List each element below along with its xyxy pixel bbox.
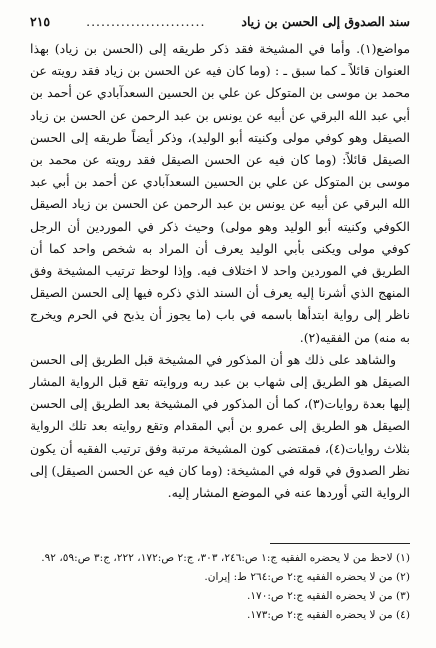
footnote: (١) لاحظ من لا يحضره الفقيه ج:١ ص:٢٤٦، ٣٠٣، ج:٢ ص:١٧٢، ٢٢٢، ج:٣ ص:٥٩، ٩٢. — [41, 552, 410, 564]
running-head-title: سند الصدوق إلى الحسن بن زياد — [241, 14, 410, 29]
footnote-separator — [270, 543, 410, 544]
running-head-dots: ........................ — [86, 14, 206, 29]
footnotes — [30, 549, 410, 625]
paragraph: والشاهد على ذلك هو أن المذكور في المشيخة قبل الطريق إلى الحسن الصيقل هو الطريق إلى شهاب بن عبد ربه وروايته تقع قبل الرواية المشار إليها بعدة روايات(٣)، كما أن المذكور في المشيخة بعد الطريق إلى الحسن الصيقل هو الطريق إلى عمرو بن أبي المقدام وتقع روايته بعد تلك الرواية بثلاث روايات(٤)، فمقتضى كون المشيخة مرتبة وفق ترتيب الفقيه أن يكون نظر الصدوق في قوله في المشيخة: (وما كان فيه عن الحسن الصيقل) إلى الرواية التي أوردها عنه في الموضع المشار إليه. — [30, 351, 411, 501]
running-head — [30, 14, 410, 36]
paragraph: مواضع(١). وأما في المشيخة فقد ذكر طريقه إلى (الحسن بن زياد) بهذا العنوان قائلاً ـ كما سبق ـ : (وما كان فيه عن الحسن بن زياد فقد رويته عن محمد بن موسى بن المتوكل عن علي بن الحسين السعدآبادي عن أحمد بن أبي عبد الله البرقي عن أبيه عن يونس بن عبد الرحمن عن الحسن بن زياد الصيقل وهو كوفي مولى وكنيته أبو الوليد)، وذكر أيضاً طريقه إلى الحسن الصيقل قائلاً: (وما كان فيه عن الحسن الصيقل فقد رويته عن محمد بن موسى بن المتوكل عن علي بن الحسين السعدآبادي عن أحمد بن أبي عبد الله البرقي عن أبيه عن يونس بن عبد الرحمن عن الحسن بن زياد الصيقل الكوفي وكنيته أبو الوليد وهو مولى) وحيث ذكر في الموردين أن الرجل كوفي مولى ويكنى بأبي الوليد يعرف أن المراد به شخص واحد كما أن الطريق في الموردين واحد لا اختلاف فيه. وإذا لوحظ ترتيب المشيخة وفق المنهج الذي أشرنا إليه يعرف أن السند الذي ذكره فيها إلى الحسن الصيقل ناظر إلى رواية ابتدأها باسمه في باب (ما يجوز أن يذبح في الحرم ويخرج به منه) من الفقيه(٢). — [30, 41, 410, 345]
footnote: (٢) من لا يحضره الفقيه ج:٢ ص:٢٦٤ ط: إيران. — [204, 571, 410, 583]
footnote: (٣) من لا يحضره الفقيه ج:٢ ص:١٧٠. — [246, 590, 410, 602]
page-number: ٢١٥ — [30, 14, 51, 29]
footnote: (٤) من لا يحضره الفقيه ج:٢ ص:١٧٣. — [246, 609, 410, 621]
main-text — [30, 38, 410, 504]
